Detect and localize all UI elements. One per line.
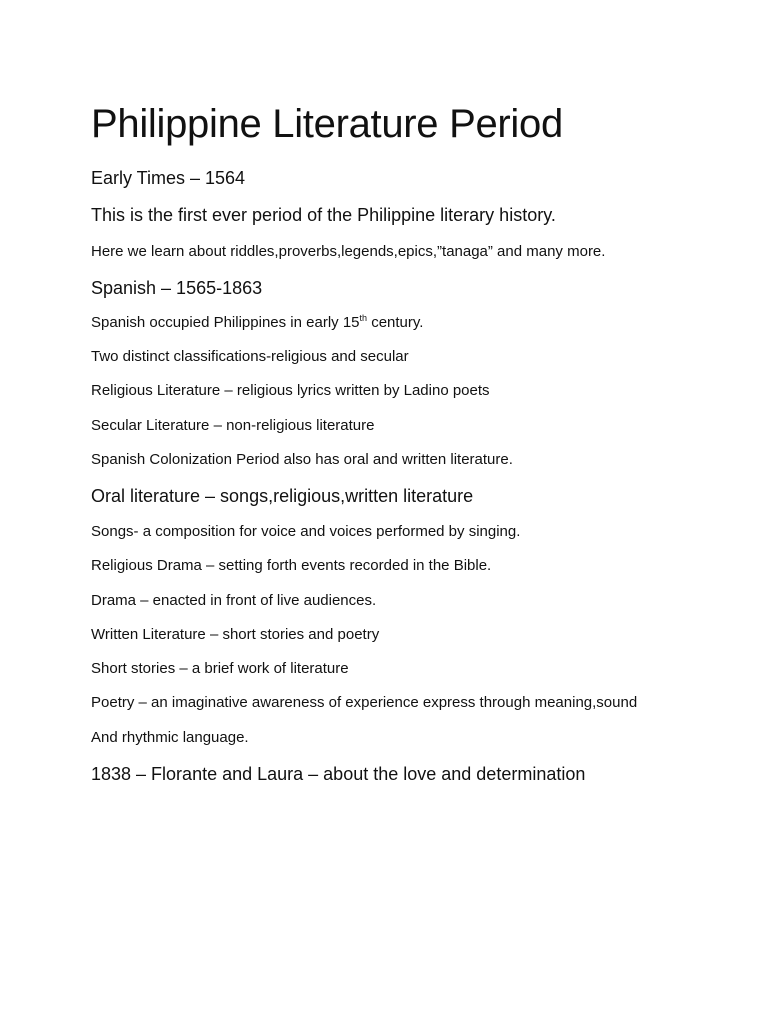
paragraph-songs: Songs- a composition for voice and voices performed by singing. bbox=[91, 523, 521, 540]
paragraph-poetry: Poetry – an imaginative awareness of experience express through meaning,sound bbox=[91, 694, 638, 711]
paragraph-riddles: Here we learn about riddles,proverbs,legends,epics,”tanaga” and many more. bbox=[91, 243, 606, 260]
ordinal-superscript: th bbox=[359, 313, 368, 323]
paragraph-short-stories: Short stories – a brief work of literature bbox=[91, 660, 349, 677]
paragraph-colonization-period: Spanish Colonization Period also has oral and written literature. bbox=[91, 451, 513, 468]
paragraph-religious-literature: Religious Literature – religious lyrics written by Ladino poets bbox=[91, 382, 490, 399]
section-heading-spanish: Spanish – 1565-1863 bbox=[91, 278, 263, 298]
page-title: Philippine Literature Period bbox=[91, 102, 563, 146]
paragraph-spanish-occupied-text: Spanish occupied Philippines in early 15 bbox=[91, 314, 360, 331]
paragraph-drama: Drama – enacted in front of live audiences. bbox=[91, 592, 377, 609]
paragraph-first-period: This is the first ever period of the Philippine literary history. bbox=[91, 205, 556, 225]
paragraph-religious-drama: Religious Drama – setting forth events recorded in the Bible. bbox=[91, 557, 492, 574]
paragraph-spanish-occupied-tail: century. bbox=[367, 314, 424, 331]
paragraph-written-literature: Written Literature – short stories and poetry bbox=[91, 626, 380, 643]
paragraph-classifications: Two distinct classifications-religious and secular bbox=[91, 348, 409, 365]
paragraph-secular-literature: Secular Literature – non-religious literature bbox=[91, 417, 375, 434]
section-heading-early-times: Early Times – 1564 bbox=[91, 168, 246, 188]
section-heading-florante: 1838 – Florante and Laura – about the love and determination bbox=[91, 764, 586, 784]
section-heading-oral-literature: Oral literature – songs,religious,written literature bbox=[91, 486, 474, 506]
paragraph-spanish-occupied bbox=[91, 315, 423, 330]
paragraph-rhythmic-language: And rhythmic language. bbox=[91, 729, 249, 746]
